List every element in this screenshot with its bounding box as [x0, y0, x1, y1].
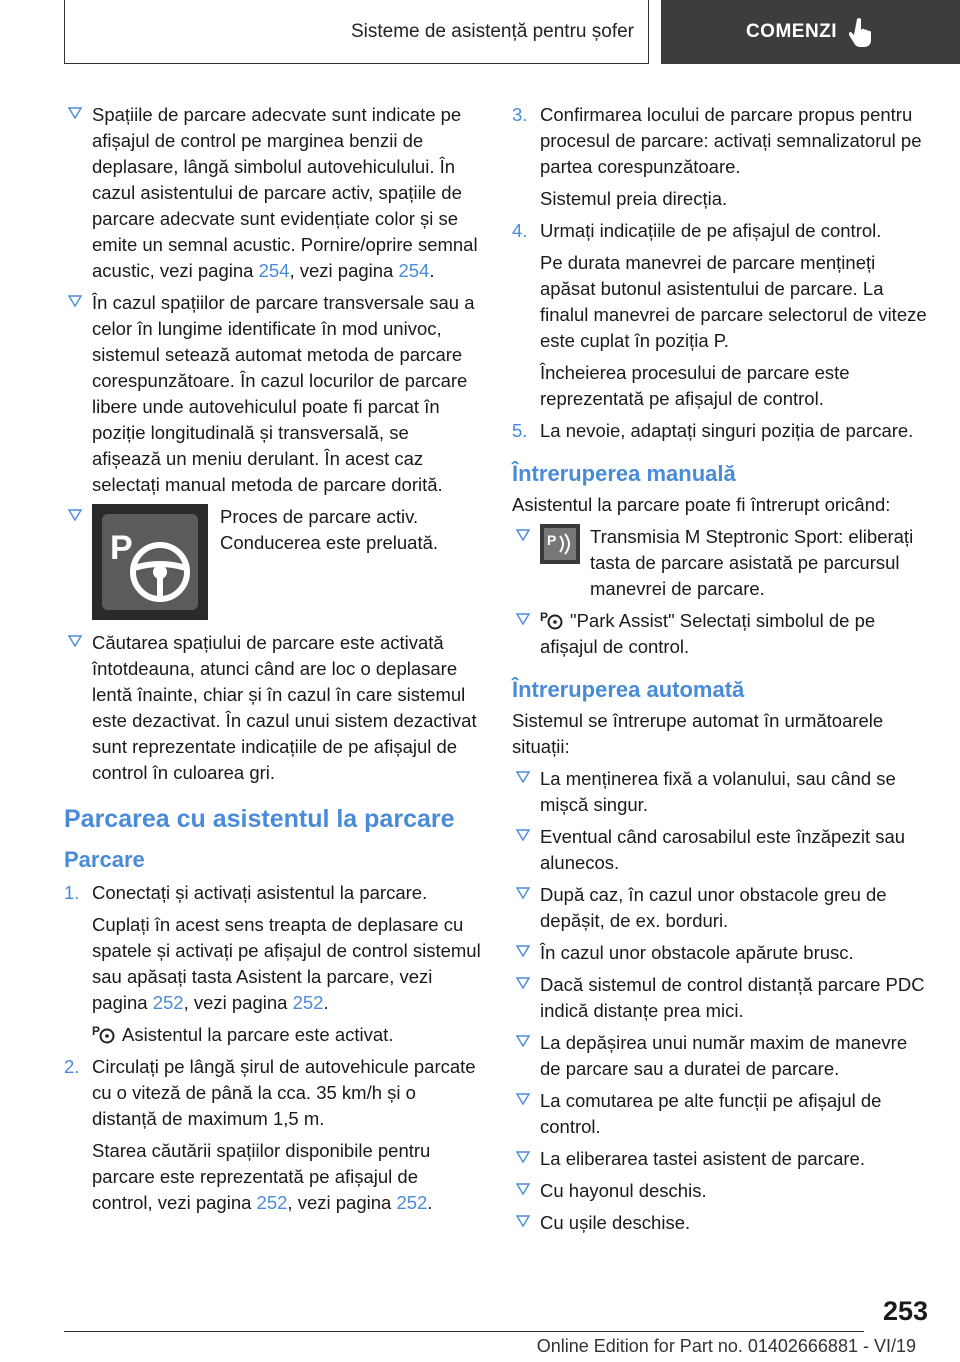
- section-heading-manual: Întreruperea manuală: [512, 461, 736, 486]
- triangle-bullet-icon: [516, 770, 530, 784]
- bullet-text: Cu hayonul deschis.: [540, 1180, 707, 1201]
- triangle-bullet-icon: [516, 1150, 530, 1164]
- bullet-text: Eventual când carosabilul este înzăpezit sau alunecos.: [540, 826, 906, 873]
- list-item: [64, 504, 482, 620]
- step-item: [512, 418, 930, 444]
- step-detail: Pe durata manevrei de parcare mențineți apăsat butonul asistentului de parcare. La finalul manevrei de parcare selectorul de viteze este cuplat în poziția P.: [540, 252, 927, 351]
- step-number: 4.: [512, 220, 528, 241]
- list-item: [512, 1178, 930, 1204]
- bullet-text: Spațiile de parcare adecvate sunt indicate pe afișajul de control pe marginea benzii de deplasare, lângă simbolul autovehiculului. În cazul asistentului de parcare activ, spațiile de parcare adecvate sunt evidențiate color și se emite un semnal acustic. Pornire/oprire semnal acustic, vezi pagina: [92, 104, 478, 281]
- edition-text: Online Edition for Part no. 01402666881 - VI/19: [536, 1336, 916, 1356]
- detail-text: , vezi pagina: [183, 992, 293, 1013]
- triangle-bullet-icon: [516, 828, 530, 842]
- svg-text:P: P: [92, 1024, 101, 1038]
- list-item: [512, 766, 930, 818]
- left-column: [64, 102, 482, 1222]
- page-number: 253: [882, 1296, 928, 1326]
- step-number: 5.: [512, 420, 528, 441]
- page-link[interactable]: 252: [292, 992, 324, 1013]
- hand-pointer-icon: [849, 17, 875, 47]
- list-item: [512, 1088, 930, 1140]
- bullet-text: Proces de parcare activ. Conducerea este preluată.: [220, 506, 439, 553]
- step-detail: [64, 1138, 482, 1216]
- right-column: [512, 102, 930, 1242]
- step-detail: [64, 1022, 482, 1048]
- park-assist-button-icon: [540, 524, 580, 564]
- list-item: [512, 608, 930, 660]
- svg-text:P: P: [110, 529, 133, 567]
- step-text: Confirmarea locului de parcare propus pentru procesul de parcare: activați semnalizatorul pe partea corespunzătoare.: [540, 104, 922, 177]
- detail-text: Asistentul la parcare este activat.: [122, 1024, 394, 1045]
- step-number: 1.: [64, 882, 80, 903]
- section-heading: Parcarea cu asistentul la parcare: [64, 805, 455, 833]
- list-item: [512, 824, 930, 876]
- page-link[interactable]: 254: [398, 260, 430, 281]
- step-item: [64, 1054, 482, 1132]
- footer-divider: [64, 1331, 864, 1332]
- bullet-text: În cazul unor obstacole apărute brusc.: [540, 942, 854, 963]
- bullet-text: La menținerea fixă a volanului, sau când se mișcă singur.: [540, 768, 896, 815]
- triangle-bullet-icon: [68, 508, 82, 522]
- triangle-bullet-icon: [516, 1214, 530, 1228]
- page-link[interactable]: 254: [258, 260, 290, 281]
- list-item: [64, 290, 482, 498]
- bullet-text: Dacă sistemul de control distanță parcare PDC indică distanțe prea mici.: [540, 974, 925, 1021]
- detail-text: .: [323, 992, 329, 1013]
- list-item: [512, 1210, 930, 1236]
- step-number: 2.: [64, 1056, 80, 1077]
- detail-text: Starea căutării spațiilor disponibile pentru parcare este reprezentată pe afișajul de control, vezi pagina: [92, 1140, 431, 1213]
- header-tab-label: COMENZI: [745, 21, 838, 42]
- section-title: Sisteme de asistență pentru șofer: [350, 20, 634, 42]
- triangle-bullet-icon: [516, 976, 530, 990]
- list-item: [512, 524, 930, 602]
- triangle-bullet-icon: [68, 106, 82, 120]
- intro-text: Sistemul se întrerupe automat în următoarele situații:: [512, 710, 884, 757]
- triangle-bullet-icon: [516, 1182, 530, 1196]
- triangle-bullet-icon: [516, 886, 530, 900]
- list-item: [512, 1030, 930, 1082]
- header-section-box: [64, 0, 649, 64]
- bullet-text: La eliberarea tastei asistent de parcare.: [540, 1148, 865, 1169]
- triangle-bullet-icon: [516, 1034, 530, 1048]
- page-link[interactable]: 252: [256, 1192, 288, 1213]
- triangle-bullet-icon: [68, 634, 82, 648]
- bullet-text: Cu ușile deschise.: [540, 1212, 691, 1233]
- list-item: [512, 940, 930, 966]
- page-link[interactable]: 252: [396, 1192, 428, 1213]
- park-assist-symbol-icon: [540, 609, 564, 631]
- list-item: [64, 102, 482, 284]
- bullet-text: După caz, în cazul unor obstacole greu de depășit, de ex. borduri.: [540, 884, 887, 931]
- step-item: [512, 218, 930, 244]
- triangle-bullet-icon: [516, 944, 530, 958]
- svg-text:P: P: [540, 610, 549, 624]
- step-text: Circulați pe lângă șirul de autovehicule parcate cu o viteză de până la cca. 35 km/h și o distanță de maximum 1,5 m.: [92, 1056, 476, 1129]
- step-number: 3.: [512, 104, 528, 125]
- detail-text: Cuplați în acest sens treapta de deplasare cu spatele și activați pe afișajul de control sistemul sau apăsați tasta Asistent la parcare, vezi pagina: [92, 914, 481, 1013]
- triangle-bullet-icon: [68, 294, 82, 308]
- step-text: La nevoie, adaptați singuri poziția de parcare.: [540, 420, 914, 441]
- park-assist-active-icon: [92, 504, 208, 620]
- subsection-heading: Parcare: [64, 847, 145, 872]
- triangle-bullet-icon: [516, 528, 530, 542]
- park-assist-symbol-icon: [92, 1023, 116, 1045]
- intro-text: Asistentul la parcare poate fi întrerupt oricând:: [512, 494, 891, 515]
- step-text: Conectați și activați asistentul la parcare.: [92, 882, 428, 903]
- list-item: [512, 1146, 930, 1172]
- svg-text:P: P: [547, 532, 557, 548]
- step-detail: [64, 912, 482, 1016]
- header-tab: [661, 0, 960, 64]
- step-item: [64, 880, 482, 906]
- detail-text: , vezi pagina: [287, 1192, 397, 1213]
- step-item: [512, 102, 930, 180]
- detail-text: .: [427, 1192, 433, 1213]
- bullet-text: .: [429, 260, 435, 281]
- bullet-text: "Park Assist" Selectați simbolul de pe afișajul de control.: [540, 610, 876, 657]
- step-detail: Încheierea procesului de parcare este reprezentată pe afișajul de control.: [540, 362, 850, 409]
- bullet-text: Căutarea spațiului de parcare este activată întotdeauna, atunci când are loc o deplasare lentă înainte, chiar și în cazul în care sistemul este dezactivat. În cazul unui sistem dezactivat sunt reprezentate indicațiile de pe afișajul de control în culoarea gri.: [92, 632, 477, 783]
- bullet-text: În cazul spațiilor de parcare transversale sau a celor în lungime identificate în mod univoc, sistemul setează automat metoda de parcare corespunzătoare. În cazul locurilor de parcare libere unde autovehiculul poate fi parcat în poziție longitudinală și transversală, se afișează un meniu derulant. În acest caz selectați manual metoda de parcare dorită.: [92, 292, 475, 495]
- list-item: [64, 630, 482, 786]
- triangle-bullet-icon: [516, 1092, 530, 1106]
- triangle-bullet-icon: [516, 612, 530, 626]
- step-detail: Sistemul preia direcția.: [540, 188, 728, 209]
- page-link[interactable]: 252: [152, 992, 184, 1013]
- bullet-text: Transmisia M Steptronic Sport: eliberați tasta de parcare asistată pe parcursul manevrei de parcare.: [590, 526, 914, 599]
- list-item: [512, 972, 930, 1024]
- step-text: Urmați indicațiile de pe afișajul de control.: [540, 220, 882, 241]
- bullet-text: La comutarea pe alte funcții pe afișajul de control.: [540, 1090, 882, 1137]
- section-heading-auto: Întreruperea automată: [512, 677, 745, 702]
- list-item: [512, 882, 930, 934]
- bullet-text: , vezi pagina: [289, 260, 399, 281]
- bullet-text: La depășirea unui număr maxim de manevre de parcare sau a duratei de parcare.: [540, 1032, 908, 1079]
